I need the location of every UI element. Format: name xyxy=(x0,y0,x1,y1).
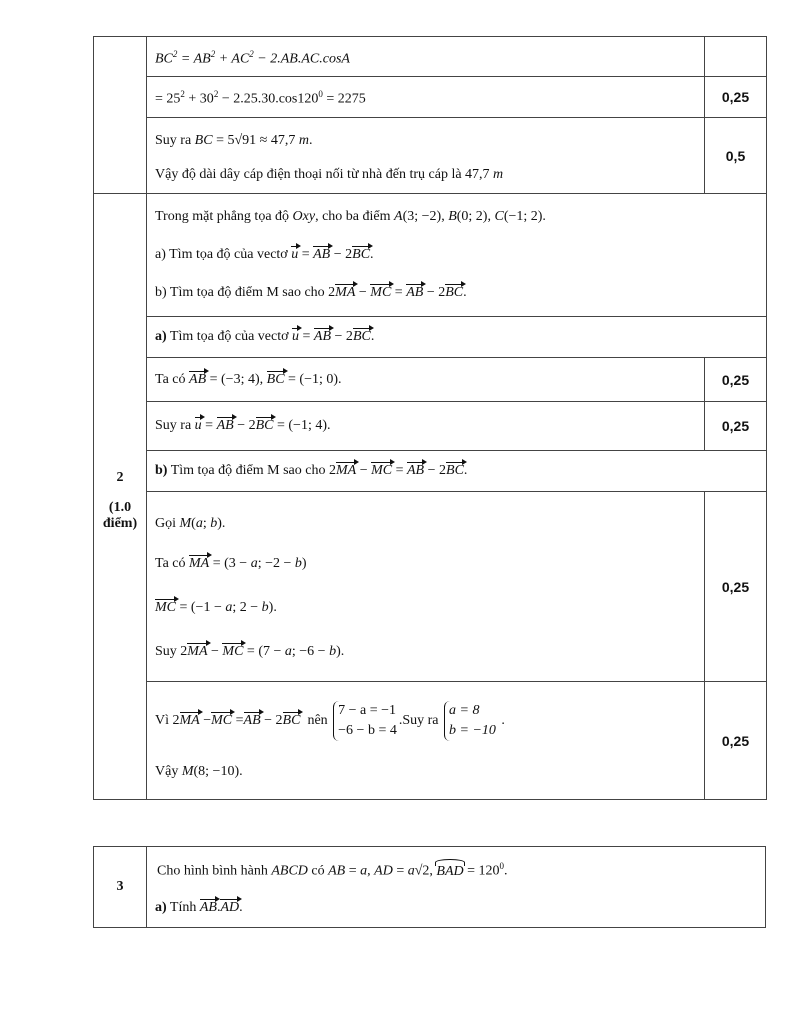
sol-b-heading-cell xyxy=(147,451,767,492)
sol-a-heading-cell xyxy=(147,317,767,358)
sol-a-heading: a) Tìm tọa độ của vectơ u = AB − 2BC. xyxy=(155,329,375,344)
grading-table-main xyxy=(93,36,767,800)
sol-b-score2: 0,25 xyxy=(705,682,767,800)
sol-a-step1-cell xyxy=(147,358,705,402)
sol-b-system-cell xyxy=(147,682,705,800)
section1-number-cell xyxy=(94,37,147,194)
grading-table-section3 xyxy=(93,846,766,928)
sol-b-work-cell xyxy=(147,492,705,682)
section3-problem: Cho hình bình hành ABCD có AB = a, AD = a√2, BAD = $120^0$. xyxy=(157,861,508,879)
sol-a-step2-cell xyxy=(147,402,705,451)
solution-system: a = 8 b = −10 xyxy=(444,701,496,741)
sol-b-ma: Ta có MA = (3 − a; −2 − b) xyxy=(155,555,307,571)
sol-b-combo: Suy 2MA − MC = (7 − a; −6 − b). xyxy=(155,643,345,659)
sol-a-step1-score: 0,25 xyxy=(705,358,767,402)
section3-number: 3 xyxy=(94,847,147,928)
problem-part-b: b) Tìm tọa độ điểm M sao cho 2MA − MC = AB − 2BC. xyxy=(155,285,467,300)
section1-calc-cell xyxy=(147,77,705,118)
section1-result-cell xyxy=(147,118,705,194)
calc-line: = $25^2 + 30^2 - 2.25.30.\cos 120^0 = 2275$ xyxy=(155,89,366,107)
result-line: Suy ra BC = 5√91 ≈ 47,7 m. xyxy=(155,132,313,148)
section2-points-unit: điểm) xyxy=(102,515,138,531)
sol-a-step1: Ta có AB = (−3; 4), BC = (−1; 0). xyxy=(155,371,342,387)
problem-part-a: a) Tìm tọa độ của vectơ u = AB − 2BC. xyxy=(155,247,374,262)
sol-b-heading: b) Tìm tọa độ điểm M sao cho 2MA − MC = AB − 2BC. xyxy=(155,463,468,478)
section2-number-cell xyxy=(94,194,147,800)
section2-problem-cell xyxy=(147,194,767,317)
section2-number: 2 xyxy=(116,469,124,485)
sol-b-final: Vậy M(8; −10). xyxy=(155,763,243,779)
sol-b-mc: MC = (−1 − a; 2 − b). xyxy=(155,599,277,615)
section2-points: (1.0 xyxy=(108,499,132,515)
section1-formula-cell xyxy=(147,37,705,77)
section3-problem-cell xyxy=(147,847,766,928)
sol-a-step2: Suy ra u = AB − 2BC = (−1; 4). xyxy=(155,418,331,433)
sol-b-score1: 0,25 xyxy=(705,492,767,682)
section1-formula-score xyxy=(705,37,767,77)
law-of-cosines-formula: $BC^2 = AB^2 + AC^2 - 2.AB.AC.\cos A$ xyxy=(155,48,350,67)
problem-intro: Trong mặt phẳng tọa độ Oxy, cho ba điểm A(3; −2), B(0; 2), C(−1; 2). xyxy=(155,209,546,224)
section3-part-a: a) Tính AB.AD. xyxy=(155,899,243,915)
equation-system: 7 − a = −1 −6 − b = 4 xyxy=(333,701,397,741)
sol-b-system-line: Vì 2 MA − MC = AB − 2 BC nên 7 − a = −1 −6 − b = 4 .Suy ra a = 8 b = −10 . xyxy=(147,701,704,741)
conclusion-score: 0,5 xyxy=(705,118,767,194)
conclusion-line: Vậy độ dài dây cáp điện thoại nối từ nhà đến trụ cáp là 47,7 m xyxy=(155,166,504,182)
calc-score: 0,25 xyxy=(705,77,767,118)
sol-b-let: Gọi M(a; b). xyxy=(155,515,226,531)
sol-a-step2-score: 0,25 xyxy=(705,402,767,451)
